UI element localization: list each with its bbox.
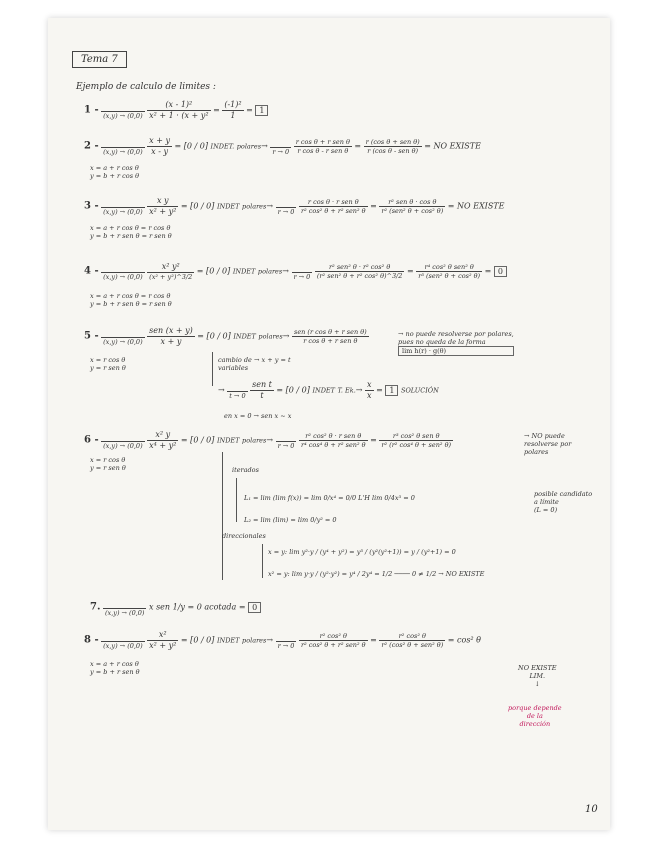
ex8-conclusion: NO EXISTE LIM. ↓ <box>518 664 557 688</box>
ex5-taylor: → t → 0 $\frac{\text{sen t}}{t}$ = [0 / 0] INDET T. Ek.→ $\frac{x}{x}$ = 1 SOLUCIÓN <box>218 380 439 400</box>
ex6-iterados: iterados <box>232 466 259 474</box>
result-box: 1 <box>385 385 398 396</box>
example-6: 6 - (x,y) → (0,0) $\frac{\text{x² y}}{\text{x⁴ + y²}}$ = [0 / 0] INDET polares→ r → 0 $\frac{\text{r² cos² θ · r sen θ}}{\text{r⁴ cos⁴ θ + r² sen² θ}}$ = $\frac{\text{r³ cos² θ sen θ}}{\text{r² (r² cos⁴ θ + sen² θ)}}$ <box>84 430 452 450</box>
ex6-d2: x² = y: lim y·y / (y²·y²) = y⁴ / 2y⁴ = 1/2 ──── 0 ≠ 1/2 → NO EXISTE <box>268 570 485 578</box>
ex6-l2: L₂ = lim (lim) = lim 0/y² = 0 <box>244 516 337 524</box>
page-title: Tema 7 <box>72 51 127 68</box>
example-3: 3 - (x,y) → (0,0) $\frac{\text{x y}}{\text{x² + y²}}$ = [0 / 0] INDET polares→ r → 0 $\frac{\text{r cos θ · r sen θ}}{\text{r² cos² θ + r² sen² θ}}$ = $\frac{\text{r² sen θ · cos θ}}{\text{r² (sen² θ + cos² θ)}}$ = NO EXISTE <box>84 196 505 216</box>
example-7: 7. (x,y) → (0,0) x sen 1/y = 0 acotada = 0 <box>90 598 261 617</box>
ex8-reason: porque depende de la dirección <box>508 704 562 728</box>
example-8: 8 - (x,y) → (0,0) $\frac{\text{x²}}{\text{x² + y²}}$ = [0 / 0] INDET polares→ r → 0 $\frac{\text{r² cos² θ}}{\text{r² cos² θ + r² sen² θ}}$ = $\frac{\text{r² cos² θ}}{\text{r² (cos² θ + sen² θ)}}$ = cos² θ <box>84 630 481 650</box>
result-box: 0 <box>494 266 507 277</box>
result-box: 1 <box>255 105 268 116</box>
ex6-note: → NO puede resolverse por polares <box>524 432 572 456</box>
page-number: 10 <box>585 804 598 815</box>
bracket-line <box>236 478 237 522</box>
ex2-substitution: x = a + r cos θ y = b + r cos θ <box>90 164 140 180</box>
ex5-note: → no puede resolverse por polares, pues no queda de la forma lim h(r) · g(θ) <box>398 330 514 355</box>
ex5-equivalence: en x = 0 → sen x ~ x <box>224 412 292 420</box>
ex6-d1: x = y: lim y²·y / (y⁴ + y²) = y³ / (y²(y²+1)) = y / (y²+1) = 0 <box>268 548 456 556</box>
ex6-l1: L₁ = lim (lim f(x)) = lim 0/x⁴ = 0/0 L'H lim 0/4x³ = 0 <box>244 494 415 502</box>
ex4-substitution: x = a + r cos θ = r cos θ y = b + r sen θ = r sen θ <box>90 292 172 308</box>
ex8-substitution: x = a + r cos θ y = b + r sen θ <box>90 660 140 676</box>
bracket-line <box>222 452 223 580</box>
bracket-line <box>262 544 263 578</box>
ex6-direccionales: direccionales <box>222 532 266 540</box>
ex5-substitution: x = r cos θ y = r sen θ <box>90 356 126 372</box>
example-5: 5 - (x,y) → (0,0) $\frac{\text{sen (x + y)}}{x + y}$ = [0 / 0] INDET polares→ $\frac{\text{sen (r cos θ + r sen θ)}}{\text{r cos θ + r sen θ}}$ <box>84 326 367 346</box>
subtitle: Ejemplo de calculo de limites : <box>76 82 216 92</box>
result-box: 0 <box>248 602 261 613</box>
ex3-substitution: x = a + r cos θ = r cos θ y = b + r sen θ = r sen θ <box>90 224 172 240</box>
example-2: 2 - (x,y) → (0,0) $\frac{x + y}{x - y}$ = [0 / 0] INDET. polares→ r → 0 $\frac{\text{r cos θ + r sen θ}}{\text{r cos θ - r sen θ}}$ = $\frac{\text{r (cos θ + sen θ)}}{\text{r (cos θ - sen θ)}}$ = NO EXISTE <box>84 136 481 156</box>
example-1: 1 - (x,y) → (0,0) $\frac{\text{(x - 1)²}}{\text{x² + 1 · (x + y²}}$ = $\frac{\text{(-1)²}}{1}$ = 1 <box>84 100 268 121</box>
ex6-substitution: x = r cos θ y = r sen θ <box>90 456 126 472</box>
bracket-line <box>212 352 213 386</box>
example-4: 4 - (x,y) → (0,0) $\frac{\text{x² y²}}{\text{(x² + y²)\textasciicircum{}3/2}}$ = [0 / 0] INDET polares→ r → 0 $\frac{\text{r² sen² θ · r² cos² θ}}{\text{(r² sen² θ + r² cos² θ)\textasciicircum{}3/2}}$ = $\frac{\text{r⁴ cos² θ sen² θ}}{\text{r³ (sen² θ + cos² θ)}}$ = 0 <box>84 262 507 281</box>
ex6-candidate: posible candidato a límite (L = 0) <box>534 490 593 514</box>
change-variables: cambio de → x + y = t variables <box>218 356 291 372</box>
